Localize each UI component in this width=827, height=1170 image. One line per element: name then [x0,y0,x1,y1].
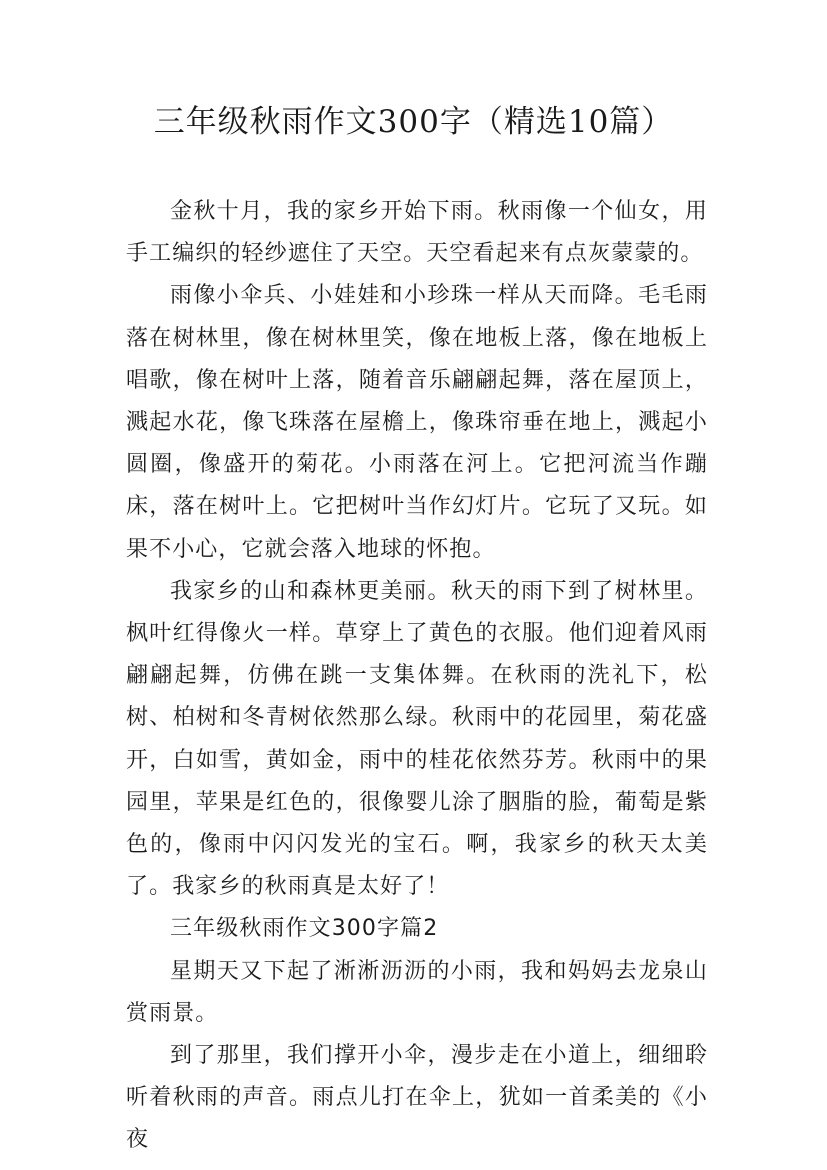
paragraph-2: 雨像小伞兵、小娃娃和小珍珠一样从天而降。毛毛雨落在树林里，像在树林里笑，像在地板上落，像在地板上唱歌，像在树叶上落，随着音乐翩翩起舞，落在屋顶上，溅起水花，像飞珠落在屋檐上，像珠帘垂在地上，溅起小圆圈，像盛开的菊花。小雨落在河上。它把河流当作蹦床，落在树叶上。它把树叶当作幻灯片。它玩了又玩。如果不小心，它就会落入地球的怀抱。 [126,283,708,562]
document-body [126,191,708,1162]
paragraph-5: 到了那里，我们撑开小伞，漫步走在小道上，细细聆听着秋雨的声音。雨点儿打在伞上，犹如一首柔美的《小夜 [126,1043,708,1153]
section-heading: 三年级秋雨作文300字篇2 [170,916,439,942]
document-title: 三年级秋雨作文300字（精选10篇） [153,104,674,140]
paragraph-4: 星期天又下起了淅淅沥沥的小雨，我和妈妈去龙泉山赏雨景。 [126,958,708,1026]
paragraph-1: 金秋十月，我的家乡开始下雨。秋雨像一个仙女，用手工编织的轻纱遮住了天空。天空看起来有点灰蒙蒙的。 [126,199,708,267]
paragraph-3: 我家乡的山和森林更美丽。秋天的雨下到了树林里。枫叶红得像火一样。草穿上了黄色的衣服。他们迎着风雨翩翩起舞，仿佛在跳一支集体舞。在秋雨的洗礼下，松树、柏树和冬青树依然那么绿。秋雨中的花园里，菊花盛开，白如雪，黄如金，雨中的桂花依然芬芳。秋雨中的果园里，苹果是红色的，很像婴儿涂了胭脂的脸，葡萄是紫色的，像雨中闪闪发光的宝石。啊，我家乡的秋天太美了。我家乡的秋雨真是太好了！ [126,578,708,900]
